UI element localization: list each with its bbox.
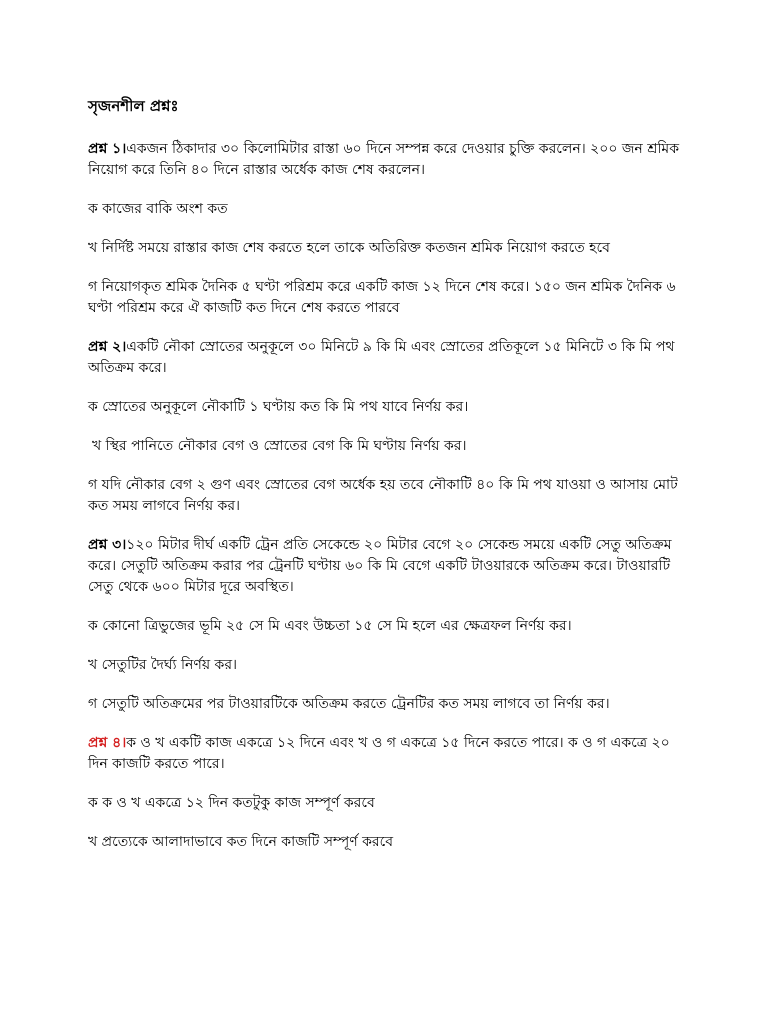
question-4 [88,733,688,775]
question-1-part-c: গ নিয়োগকৃত শ্রমিক দৈনিক ৫ ঘণ্টা পরিশ্রম করে একটি কাজ ১২ দিনে শেষ করে। ১৫০ জন শ্রমিক দৈনিক ৬ ঘণ্টা পরিশ্রম করে ঐ কাজটি কত দিনে শেষ করতে পারবে [88,279,676,316]
question-2-part-c: গ যদি নৌকার বেগ ২ গুণ এবং স্রোতের বেগ অর্ধেক হয় তবে নৌকাটি ৪০ কি মি পথ যাওয়া ও আসায় মোট কত সময় লাগবে নির্ণয় কর। [88,477,678,514]
question-2 [88,337,688,379]
question-2-part-b: খ স্থির পানিতে নৌকার বেগ ও স্রোতের বেগ কি মি ঘণ্টায় নির্ণয় কর। [92,438,467,454]
question-3-text: ১২০ মিটার দীর্ঘ একটি ট্রেন প্রতি সেকেন্ডে ২০ মিটার বেগে ২০ সেকেন্ড সময়ে একটি সেতু অতিক্রম করে। সেতুটি অতিক্রম করার পর ট্রেনটি ঘণ্টায় ৬০ কি মি বেগে একটি টাওয়ারকে অতিক্রম করে। টাওয়ারটি সেতু থেকে ৬০০ মিটার দূরে অবস্থিত। [88,537,672,595]
question-1-part-b: খ নির্দিষ্ট সময়ে রাস্তার কাজ শেষ করতে হলে তাকে অতিরিক্ত কতজন শ্রমিক নিয়োগ করতে হবে [88,240,610,256]
question-2-label: প্রশ্ন ২। [88,339,127,355]
question-1-part-a: ক কাজের বাকি অংশ কত [88,201,228,217]
question-2-text: একটি নৌকা স্রোতের অনুকূলে ৩০ মিনিটে ৯ কি মি এবং স্রোতের প্রতিকূলে ১৫ মিনিটে ৩ কি মি পথ অতিক্রম করে। [88,339,675,376]
question-4-text: ক ও খ একটি কাজ একত্রে ১২ দিনে এবং খ ও গ একত্রে ১৫ দিনে করতে পারে। ক ও গ একত্রে ২০ দিন কাজটি করতে পারে। [88,735,670,772]
question-4-part-a: ক ক ও খ একত্রে ১২ দিন কতটুকু কাজ সম্পূর্ণ করবে [88,795,375,811]
document-heading: সৃজনশীল প্রশ্নঃ [88,97,179,115]
question-3-label: প্রশ্ন ৩। [88,537,127,553]
question-3-part-a: ক কোনো ত্রিভুজের ভূমি ২৫ সে মি এবং উচ্চতা ১৫ সে মি হলে এর ক্ষেত্রফল নির্ণয় কর। [88,618,572,634]
question-3-part-b: খ সেতুটির দৈর্ঘ্য নির্ণয় কর। [88,657,238,673]
document-page [88,95,688,871]
question-1-label: প্রশ্ন ১। [88,141,127,157]
question-3-part-c: গ সেতুটি অতিক্রমের পর টাওয়ারটিকে অতিক্রম করতে ট্রেনটির কত সময় লাগবে তা নির্ণয় কর। [88,696,610,712]
question-4-label: প্রশ্ন ৪। [88,735,127,751]
question-1 [88,139,688,181]
question-3 [88,535,688,598]
question-2-part-a: ক স্রোতের অনুকূলে নৌকাটি ১ ঘণ্টায় কত কি মি পথ যাবে নির্ণয় কর। [88,399,469,415]
question-1-text: একজন ঠিকাদার ৩০ কিলোমিটার রাস্তা ৬০ দিনে সম্পন্ন করে দেওয়ার চুক্তি করলেন। ২০০ জন শ্রমিক নিয়োগ করে তিনি ৪০ দিনে রাস্তার অর্ধেক কাজ শেষ করলেন। [88,141,679,178]
question-4-part-b: খ প্রত্যেকে আলাদাভাবে কত দিনে কাজটি সম্পূর্ণ করবে [88,834,394,850]
